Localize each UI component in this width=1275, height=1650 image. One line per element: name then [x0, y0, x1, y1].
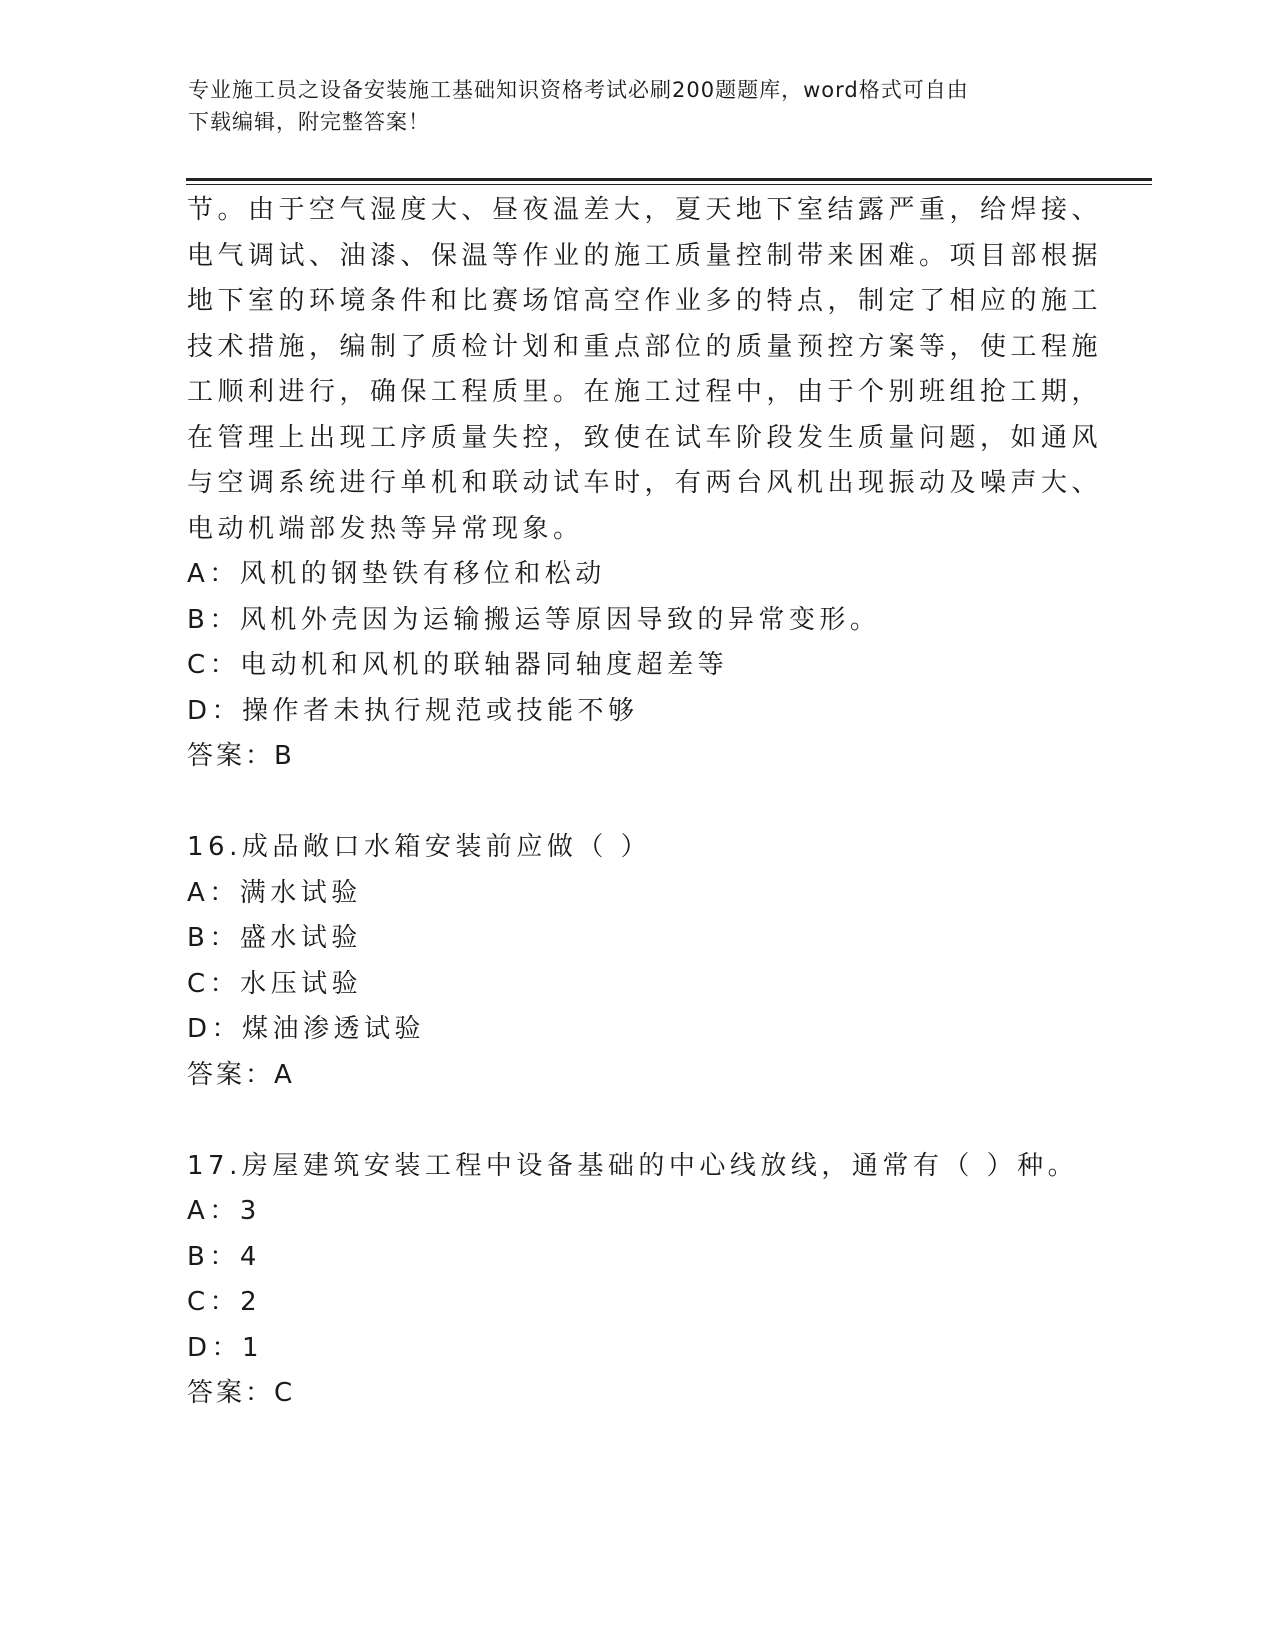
header-line-2: 下载编辑，附完整答案！	[188, 110, 430, 134]
option-d: D：操作者未执行规范或技能不够	[187, 695, 639, 726]
document-body	[187, 188, 1103, 1417]
option-b: B：风机外壳因为运输搬运等原因导致的异常变形。	[187, 604, 881, 635]
answer-label: 答案：C	[187, 1378, 296, 1408]
paragraph-line: 地下室的环境条件和比赛场馆高空作业多的特点，制定了相应的施工	[187, 286, 1103, 316]
option-d: D：1	[187, 1332, 264, 1363]
header-divider-thin	[186, 184, 1152, 185]
paragraph-line: 电动机端部发热等异常现象。	[187, 513, 584, 544]
option-b: B：盛水试验	[187, 923, 362, 953]
question-15-continued-text	[187, 188, 1103, 552]
option-a: A：3	[187, 1196, 261, 1226]
paragraph-line: 节。由于空气湿度大、昼夜温差大，夏天地下室结露严重，给焊接、	[187, 195, 1103, 225]
answer-label: 答案：B	[187, 741, 295, 771]
answer-label: 答案：A	[187, 1059, 295, 1090]
option-a: A：满水试验	[187, 877, 362, 908]
paragraph-line: 工顺利进行，确保工程质里。在施工过程中，由于个别班组抢工期，	[187, 377, 1103, 407]
question-17-title: 17.房屋建筑安装工程中设备基础的中心线放线，通常有（ ）种。	[187, 1150, 1079, 1181]
paragraph-line: 在管理上出现工序质量失控，致使在试车阶段发生质量问题，如通风	[187, 422, 1103, 453]
spacer	[187, 1098, 1087, 1144]
question-16-title: 16.成品敞口水箱安装前应做（ ）	[187, 832, 652, 862]
document-header	[188, 74, 1068, 138]
option-c: C：电动机和风机的联轴器同轴度超差等	[187, 650, 729, 680]
paragraph-line: 技术措施，编制了质检计划和重点部位的质量预控方案等，使工程施	[187, 331, 1103, 362]
option-a: A：风机的钢垫铁有移位和松动	[187, 559, 606, 589]
option-d: D：煤油渗透试验	[187, 1014, 426, 1044]
paragraph-line: 电气调试、油漆、保温等作业的施工质量控制带来困难。项目部根据	[187, 240, 1103, 271]
paragraph-line: 与空调系统进行单机和联动试车时，有两台风机出现振动及噪声大、	[187, 468, 1103, 498]
header-line-1: 专业施工员之设备安装施工基础知识资格考试必刷200题题库，word格式可自由	[188, 78, 969, 102]
option-c: C：2	[187, 1287, 262, 1317]
header-divider-thick	[186, 178, 1152, 181]
option-b: B：4	[187, 1241, 261, 1272]
spacer	[187, 780, 1087, 826]
option-c: C：水压试验	[187, 968, 363, 999]
